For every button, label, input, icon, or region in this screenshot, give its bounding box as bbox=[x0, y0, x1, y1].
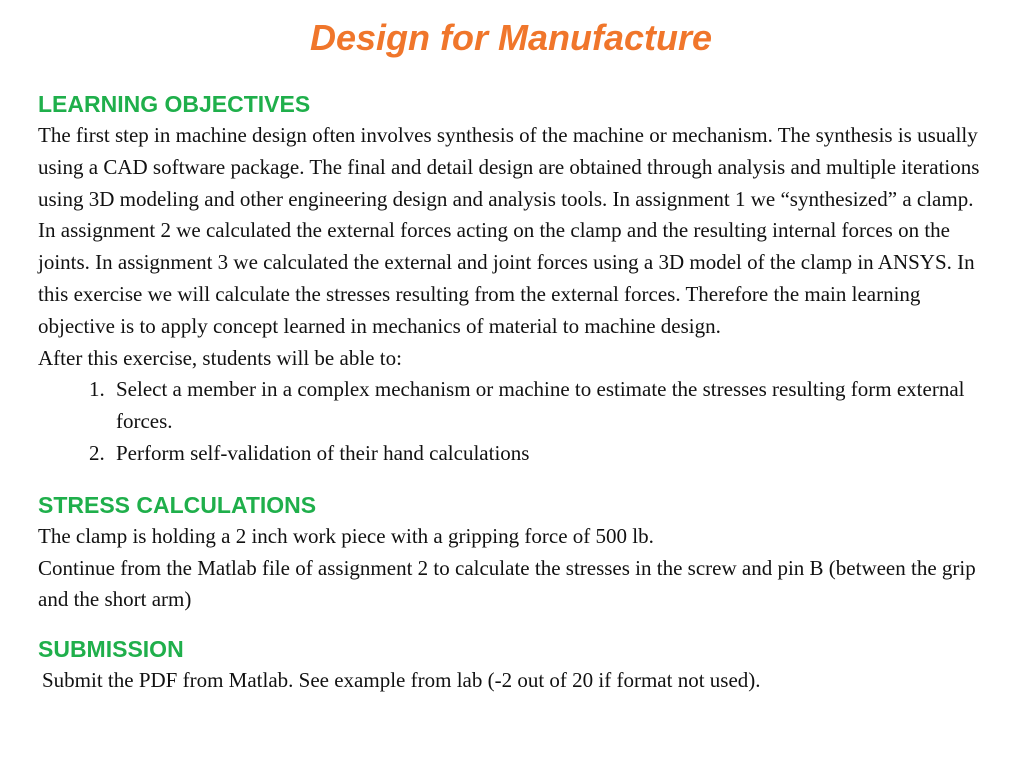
submission-text: Submit the PDF from Matlab. See example from lab (-2 out of 20 if format not used). bbox=[42, 668, 761, 693]
document-title: Design for Manufacture bbox=[309, 17, 713, 58]
stress-line-2: Continue from the Matlab file of assignment 2 to calculate the stresses in the screw and pin B (between the grip and the short arm) bbox=[38, 555, 976, 612]
submission-heading: SUBMISSION bbox=[38, 636, 184, 663]
submission-body bbox=[38, 665, 984, 697]
stress-calculations-body bbox=[38, 521, 984, 616]
objectives-list bbox=[38, 374, 984, 469]
learning-objectives-section bbox=[38, 90, 984, 470]
objective-item: 2. Perform self-validation of their hand calculations bbox=[110, 438, 984, 470]
learning-objectives-paragraph: The first step in machine design often involves synthesis of the machine or mechanism. The synthesis is usually using a CAD software package. The final and detail design are obtained through analysis and multiple iterations using 3D modeling and other engineering design and analysis tools. In assignment 1 we “synthesized” a clamp. In assignment 2 we calculated the external forces acting on the clamp and the resulting internal forces on the joints. In assignment 3 we calculated the external and joint forces using a 3D model of the clamp in ANSYS. In this exercise we will calculate the stresses resulting from the external forces. Therefore the main learning objective is to apply concept learned in mechanics of material to machine design. bbox=[38, 123, 980, 338]
submission-section bbox=[38, 635, 984, 697]
learning-objectives-heading: LEARNING OBJECTIVES bbox=[38, 91, 311, 117]
stress-line-1: The clamp is holding a 2 inch work piece with a gripping force of 500 lb. bbox=[38, 523, 654, 548]
stress-calculations-section bbox=[38, 491, 984, 616]
objective-item: 1. Select a member in a complex mechanism or machine to estimate the stresses resulting form external forces. bbox=[110, 374, 984, 438]
learning-objectives-lead-in: After this exercise, students will be able to: bbox=[38, 345, 402, 370]
learning-objectives-body bbox=[38, 120, 984, 374]
stress-calculations-heading: STRESS CALCULATIONS bbox=[38, 491, 317, 518]
